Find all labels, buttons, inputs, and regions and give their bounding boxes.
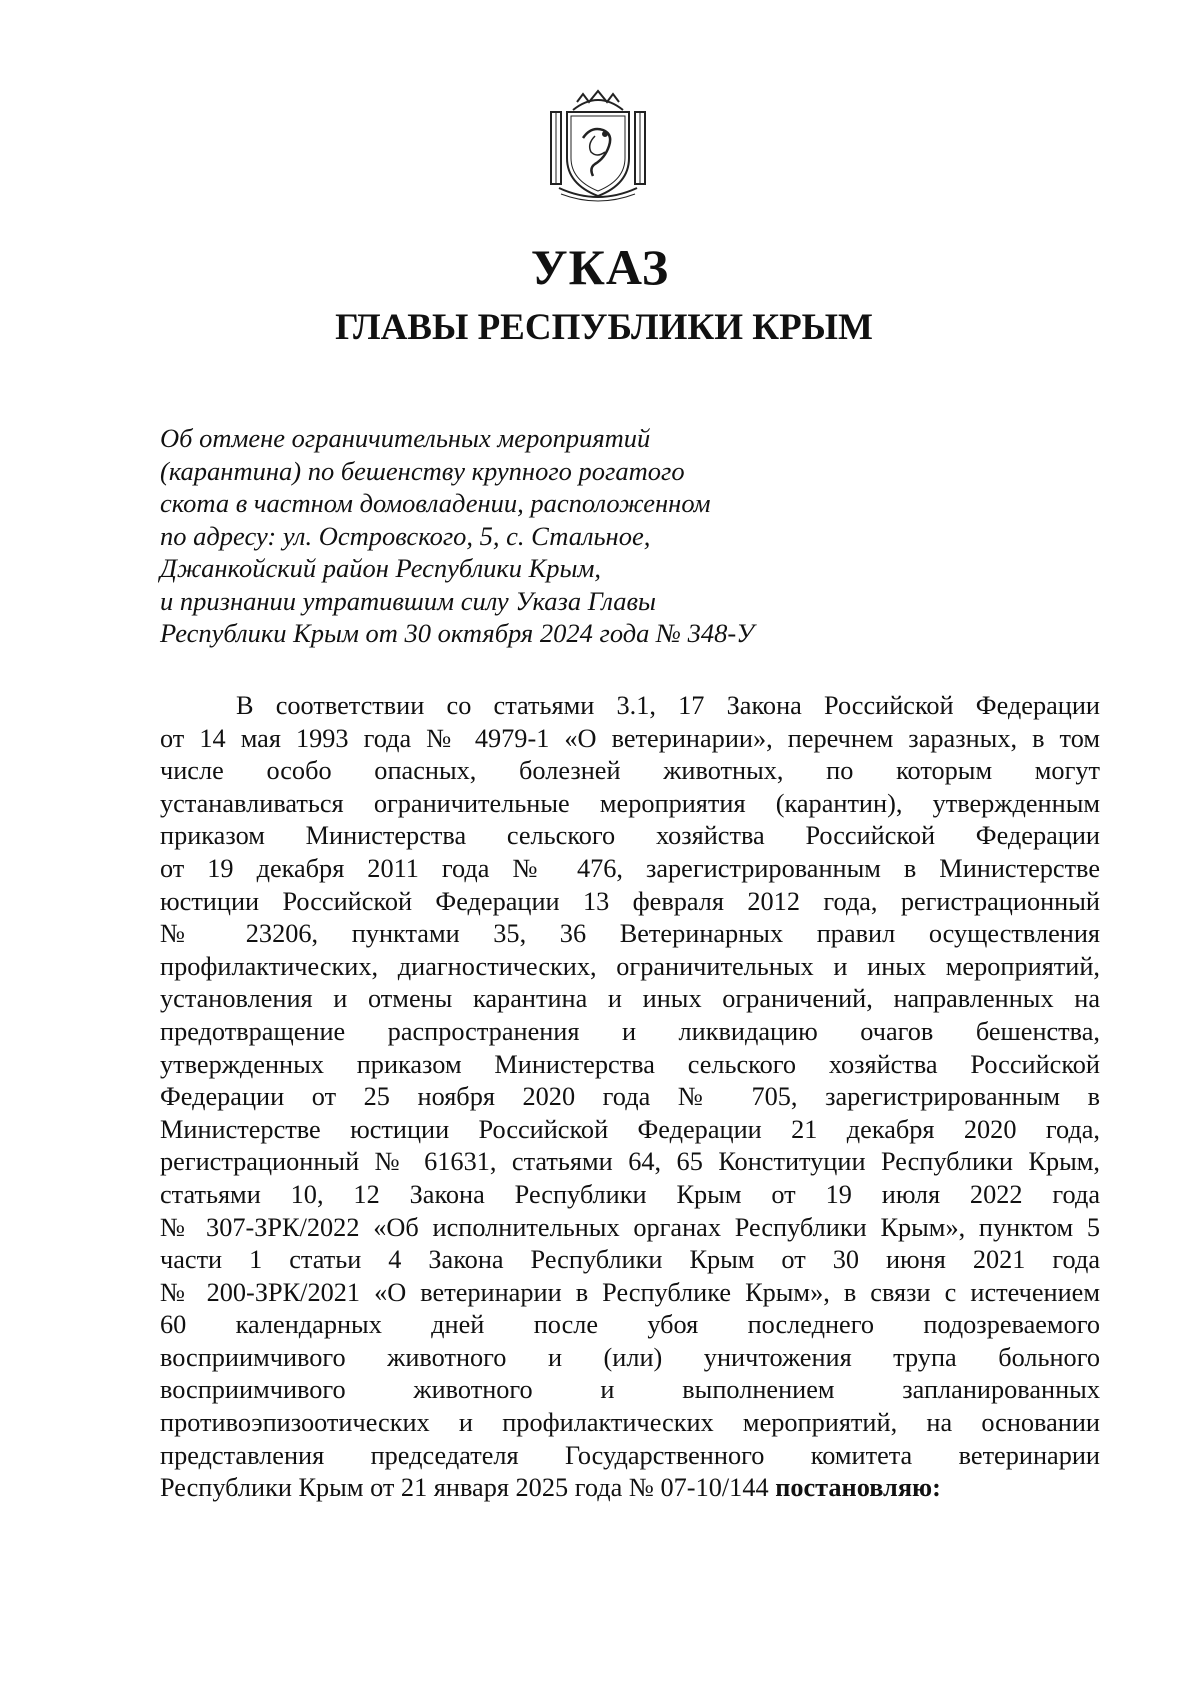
body-line: от 19 декабря 2011 года № 476, зарегистрированным в Министерстве [160, 853, 1100, 883]
body-line: представления председателя Государственного комитета ветеринарии [160, 1440, 1100, 1470]
heading-line: Джанкойский район Республики Крым, [160, 553, 601, 583]
body-line: Федерации от 25 ноября 2020 года № 705, зарегистрированным в [160, 1082, 1100, 1112]
body-line: профилактических, диагностических, ограничительных и иных мероприятий, [160, 951, 1100, 981]
heading-line: Республики Крым от 30 октября 2024 года № 348-У [160, 618, 755, 648]
body-line: числе особо опасных, болезней животных, по которым могут [160, 756, 1100, 786]
body-line: от 14 мая 1993 года № 4979-1 «О ветеринарии», перечнем заразных, в том [160, 723, 1100, 753]
body-line: предотвращение распространения и ликвидацию очагов бешенства, [160, 1016, 1100, 1046]
body-line: статьями 10, 12 Закона Республики Крым от 19 июля 2022 года [160, 1179, 1100, 1209]
crimea-coat-of-arms-emblem [543, 88, 653, 206]
body-line: Министерстве юстиции Российской Федерации 21 декабря 2020 года, [160, 1114, 1100, 1144]
decree-issuer: ГЛАВЫ РЕСПУБЛИКИ КРЫМ [335, 307, 873, 348]
decree-title: УКАЗ [530, 239, 670, 295]
body-line: утвержденных приказом Министерства сельского хозяйства Российской [160, 1049, 1100, 1079]
heading-line: скота в частном домовладении, расположенном [160, 488, 711, 518]
body-line: № 200-ЗРК/2021 «О ветеринарии в Республике Крым», в связи с истечением [160, 1277, 1100, 1307]
heading-line: Об отмене ограничительных мероприятий [160, 423, 651, 453]
body-line: противоэпизоотических и профилактических мероприятий, на основании [160, 1408, 1100, 1438]
body-line: восприимчивого животного и (или) уничтожения трупа больного [160, 1342, 1100, 1372]
body-line: приказом Министерства сельского хозяйства Российской Федерации [160, 821, 1100, 851]
body-line: 60 календарных дней после убоя последнего подозреваемого [160, 1310, 1100, 1340]
body-last-line-text: Республики Крым от 21 января 2025 года № 07-10/144 [160, 1473, 769, 1503]
decree-operative-word: постановляю: [775, 1473, 941, 1503]
heading-line: (карантина) по бешенству крупного рогатого [160, 455, 685, 486]
heading-line: по адресу: ул. Островского, 5, с. Стальное, [160, 520, 651, 551]
heading-line: и признании утратившим силу Указа Главы [160, 585, 656, 616]
body-line: устанавливаться ограничительные мероприятия (карантин), утвержденным [160, 788, 1100, 818]
decree-heading [160, 422, 920, 650]
body-line: установления и отмены карантина и иных ограничений, направленных на [160, 984, 1100, 1014]
body-last-line [160, 1472, 1100, 1505]
body-line: юстиции Российской Федерации 13 февраля 2012 года, регистрационный [160, 886, 1100, 916]
body-line: № 307-ЗРК/2022 «Об исполнительных органах Республики Крым», пунктом 5 [160, 1212, 1100, 1242]
body-line: части 1 статьи 4 Закона Республики Крым от 30 июня 2021 года [160, 1245, 1100, 1275]
body-line: В соответствии со статьями 3.1, 17 Закона Российской Федерации [236, 691, 1100, 720]
body-line: № 23206, пунктами 35, 36 Ветеринарных правил осуществления [160, 919, 1100, 949]
decree-body [160, 690, 1100, 1505]
body-line: восприимчивого животного и выполнением запланированных [160, 1375, 1100, 1405]
body-line: регистрационный № 61631, статьями 64, 65 Конституции Республики Крым, [160, 1147, 1100, 1177]
